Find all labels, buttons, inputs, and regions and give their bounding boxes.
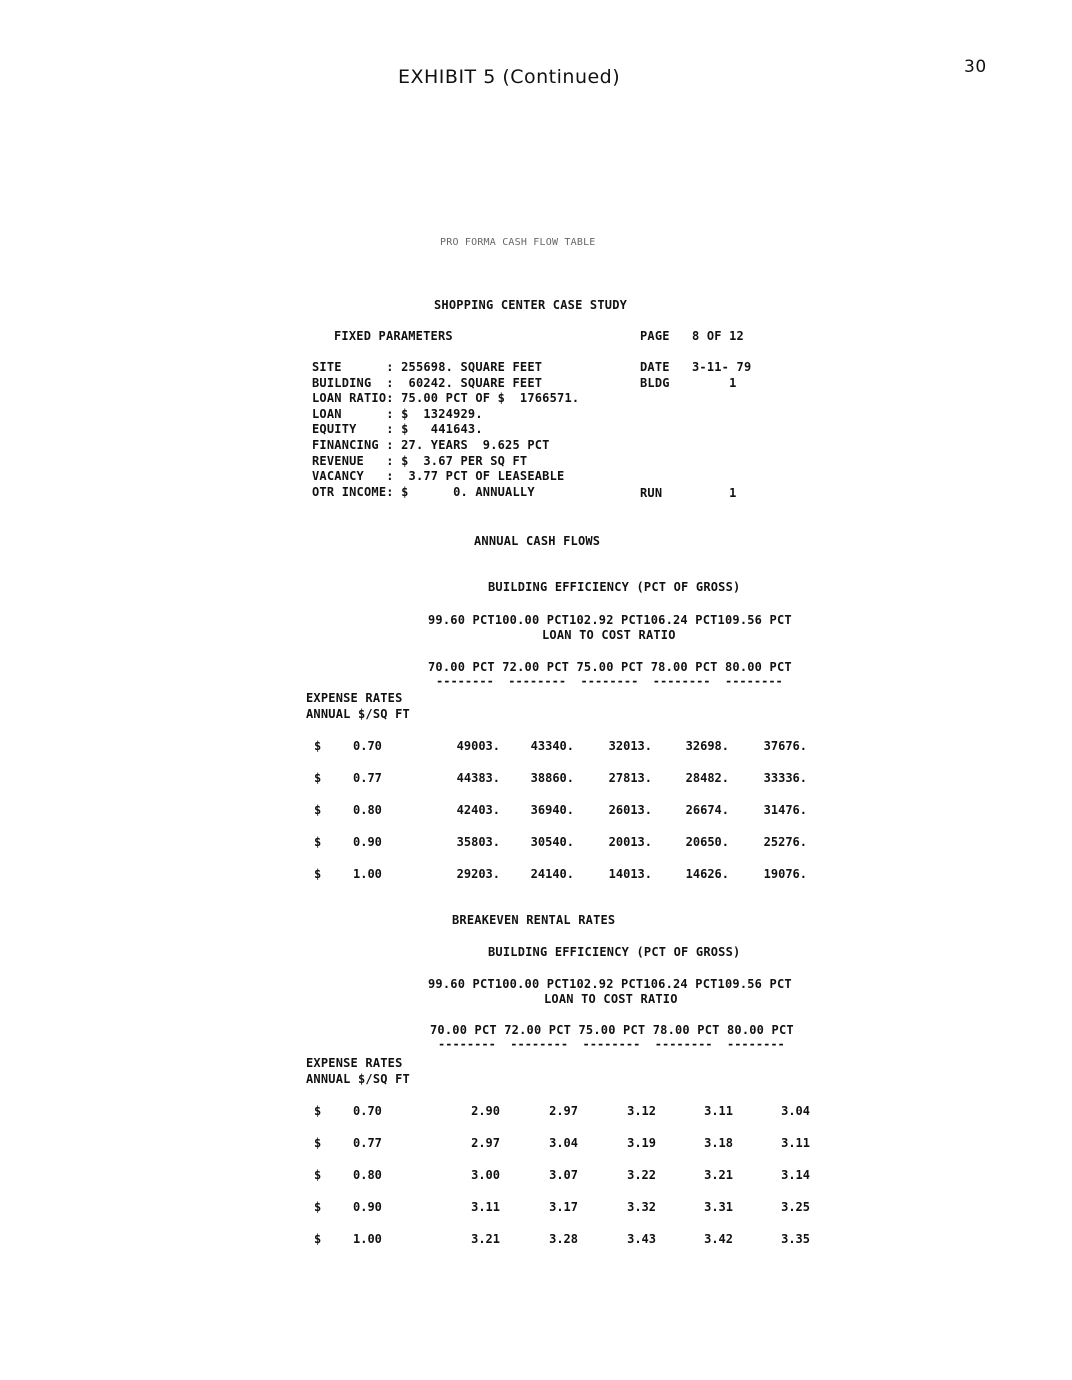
table-cell: 3.42 — [704, 1232, 733, 1246]
param-row — [312, 469, 564, 485]
param-row — [312, 360, 542, 376]
table-cell: 3.43 — [627, 1232, 656, 1246]
table-cell: 3.19 — [627, 1136, 656, 1150]
table-cell: 33336. — [763, 771, 807, 785]
param-value: 60242. SQUARE FEET — [393, 375, 543, 390]
param-value: $ 0. ANNUALLY — [393, 484, 535, 499]
row-dollar-sign: $ — [314, 1168, 322, 1182]
param-row — [312, 407, 483, 423]
param-label: SITE : — [312, 360, 394, 374]
section2-subtitle: BUILDING EFFICIENCY (PCT OF GROSS) — [488, 945, 741, 959]
run-line: RUN 1 — [640, 486, 737, 500]
section1-row-label-2: ANNUAL $/SQ FT — [306, 707, 410, 721]
doc-title: PRO FORMA CASH FLOW TABLE — [440, 237, 596, 248]
param-row — [312, 391, 579, 407]
table-cell: 3.35 — [781, 1232, 810, 1246]
param-label: LOAN : — [312, 406, 394, 421]
table-cell: 20013. — [608, 835, 652, 849]
row-dollar-sign: $ — [314, 739, 322, 753]
table-cell: 3.28 — [549, 1232, 578, 1246]
param-value: 27. YEARS 9.625 PCT — [393, 438, 550, 452]
section2-title: BREAKEVEN RENTAL RATES — [452, 913, 616, 927]
param-row — [312, 454, 527, 470]
param-row — [312, 438, 550, 454]
table-cell: 3.12 — [627, 1104, 656, 1118]
row-dollar-sign: $ — [314, 1136, 322, 1150]
row-expense-rate: 0.80 — [353, 803, 382, 817]
param-value: $ 3.67 PER SQ FT — [393, 453, 528, 468]
param-label: OTR INCOME: — [312, 484, 394, 499]
table-cell: 36940. — [530, 803, 574, 817]
row-expense-rate: 1.00 — [353, 1232, 382, 1246]
table-cell: 38860. — [530, 771, 574, 785]
table-cell: 26674. — [685, 803, 729, 817]
table-cell: 3.17 — [549, 1200, 578, 1214]
table-cell: 3.18 — [704, 1136, 733, 1150]
table-cell: 24140. — [530, 867, 574, 881]
param-value: 75.00 PCT OF $ 1766571. — [393, 391, 580, 406]
table-cell: 28482. — [685, 771, 729, 785]
table-cell: 49003. — [456, 739, 500, 753]
param-label: BUILDING : — [312, 375, 394, 390]
table-cell: 3.04 — [781, 1104, 810, 1118]
section1-ltc-values: 70.00 PCT 72.00 PCT 75.00 PCT 78.00 PCT 80.00 PCT — [428, 660, 792, 674]
param-label: EQUITY : — [312, 422, 394, 437]
row-dollar-sign: $ — [314, 867, 322, 881]
case-title: SHOPPING CENTER CASE STUDY — [434, 298, 628, 312]
table-cell: 2.97 — [549, 1104, 578, 1118]
table-cell: 3.11 — [471, 1200, 500, 1214]
row-expense-rate: 0.77 — [353, 771, 382, 785]
table-cell: 32698. — [685, 739, 729, 753]
table-cell: 2.90 — [471, 1104, 500, 1118]
table-cell: 3.07 — [549, 1168, 578, 1182]
table-cell: 2.97 — [471, 1136, 500, 1150]
exhibit-title: EXHIBIT 5 (Continued) — [398, 66, 621, 88]
table-cell: 3.21 — [471, 1232, 500, 1246]
table-cell: 14626. — [685, 867, 729, 881]
date-line: DATE 3-11- 79 — [640, 360, 752, 374]
table-cell: 3.22 — [627, 1168, 656, 1182]
row-expense-rate: 0.90 — [353, 835, 382, 849]
table-cell: 3.00 — [471, 1168, 500, 1182]
table-cell: 3.25 — [781, 1200, 810, 1214]
section1-efficiency-line: 99.60 PCT100.00 PCT102.92 PCT106.24 PCT109.56 PCT — [428, 613, 792, 627]
param-value: 255698. SQUARE FEET — [393, 360, 543, 374]
section1-subtitle: BUILDING EFFICIENCY (PCT OF GROSS) — [488, 580, 741, 594]
param-row — [312, 376, 542, 392]
page-label: PAGE 8 OF 12 — [640, 329, 744, 343]
row-expense-rate: 0.77 — [353, 1136, 382, 1150]
param-row — [312, 422, 483, 438]
fixed-params-label: FIXED PARAMETERS — [334, 329, 453, 343]
bldg-line: BLDG 1 — [640, 376, 737, 390]
row-expense-rate: 0.80 — [353, 1168, 382, 1182]
row-expense-rate: 1.00 — [353, 867, 382, 881]
table-cell: 32013. — [608, 739, 652, 753]
section2-efficiency-line: 99.60 PCT100.00 PCT102.92 PCT106.24 PCT109.56 PCT — [428, 977, 792, 991]
row-expense-rate: 0.70 — [353, 739, 382, 753]
table-cell: 3.04 — [549, 1136, 578, 1150]
param-value: 3.77 PCT OF LEASEABLE — [393, 469, 565, 484]
table-cell: 37676. — [763, 739, 807, 753]
row-dollar-sign: $ — [314, 835, 322, 849]
table-cell: 27813. — [608, 771, 652, 785]
table-cell: 44383. — [456, 771, 500, 785]
section1-ltc-label: LOAN TO COST RATIO — [542, 628, 676, 642]
param-label: FINANCING : — [312, 438, 394, 452]
row-dollar-sign: $ — [314, 1104, 322, 1118]
row-dollar-sign: $ — [314, 1232, 322, 1246]
table-cell: 3.21 — [704, 1168, 733, 1182]
table-cell: 43340. — [530, 739, 574, 753]
row-dollar-sign: $ — [314, 803, 322, 817]
table-cell: 35803. — [456, 835, 500, 849]
section1-dashes: -------- -------- -------- -------- -------- — [436, 674, 783, 688]
table-cell: 3.14 — [781, 1168, 810, 1182]
table-cell: 29203. — [456, 867, 500, 881]
section2-ltc-values: 70.00 PCT 72.00 PCT 75.00 PCT 78.00 PCT 80.00 PCT — [430, 1023, 794, 1037]
table-cell: 14013. — [608, 867, 652, 881]
section1-row-label-1: EXPENSE RATES — [306, 691, 403, 705]
section2-ltc-label: LOAN TO COST RATIO — [544, 992, 678, 1006]
table-cell: 19076. — [763, 867, 807, 881]
param-label: VACANCY : — [312, 469, 394, 484]
section2-dashes: -------- -------- -------- -------- -------- — [438, 1037, 785, 1051]
table-cell: 26013. — [608, 803, 652, 817]
table-cell: 20650. — [685, 835, 729, 849]
row-dollar-sign: $ — [314, 1200, 322, 1214]
section2-row-label-1: EXPENSE RATES — [306, 1056, 403, 1070]
param-label: LOAN RATIO: — [312, 391, 394, 406]
table-cell: 25276. — [763, 835, 807, 849]
table-cell: 31476. — [763, 803, 807, 817]
param-value: $ 1324929. — [393, 406, 483, 421]
row-dollar-sign: $ — [314, 771, 322, 785]
page-number: 30 — [964, 57, 987, 77]
table-cell: 3.11 — [781, 1136, 810, 1150]
table-cell: 3.11 — [704, 1104, 733, 1118]
row-expense-rate: 0.70 — [353, 1104, 382, 1118]
table-cell: 30540. — [530, 835, 574, 849]
section1-title: ANNUAL CASH FLOWS — [474, 534, 601, 548]
param-row — [312, 485, 535, 501]
table-cell: 3.32 — [627, 1200, 656, 1214]
table-cell: 3.31 — [704, 1200, 733, 1214]
row-expense-rate: 0.90 — [353, 1200, 382, 1214]
table-cell: 42403. — [456, 803, 500, 817]
section2-row-label-2: ANNUAL $/SQ FT — [306, 1072, 410, 1086]
param-value: $ 441643. — [393, 422, 483, 437]
param-label: REVENUE : — [312, 453, 394, 468]
